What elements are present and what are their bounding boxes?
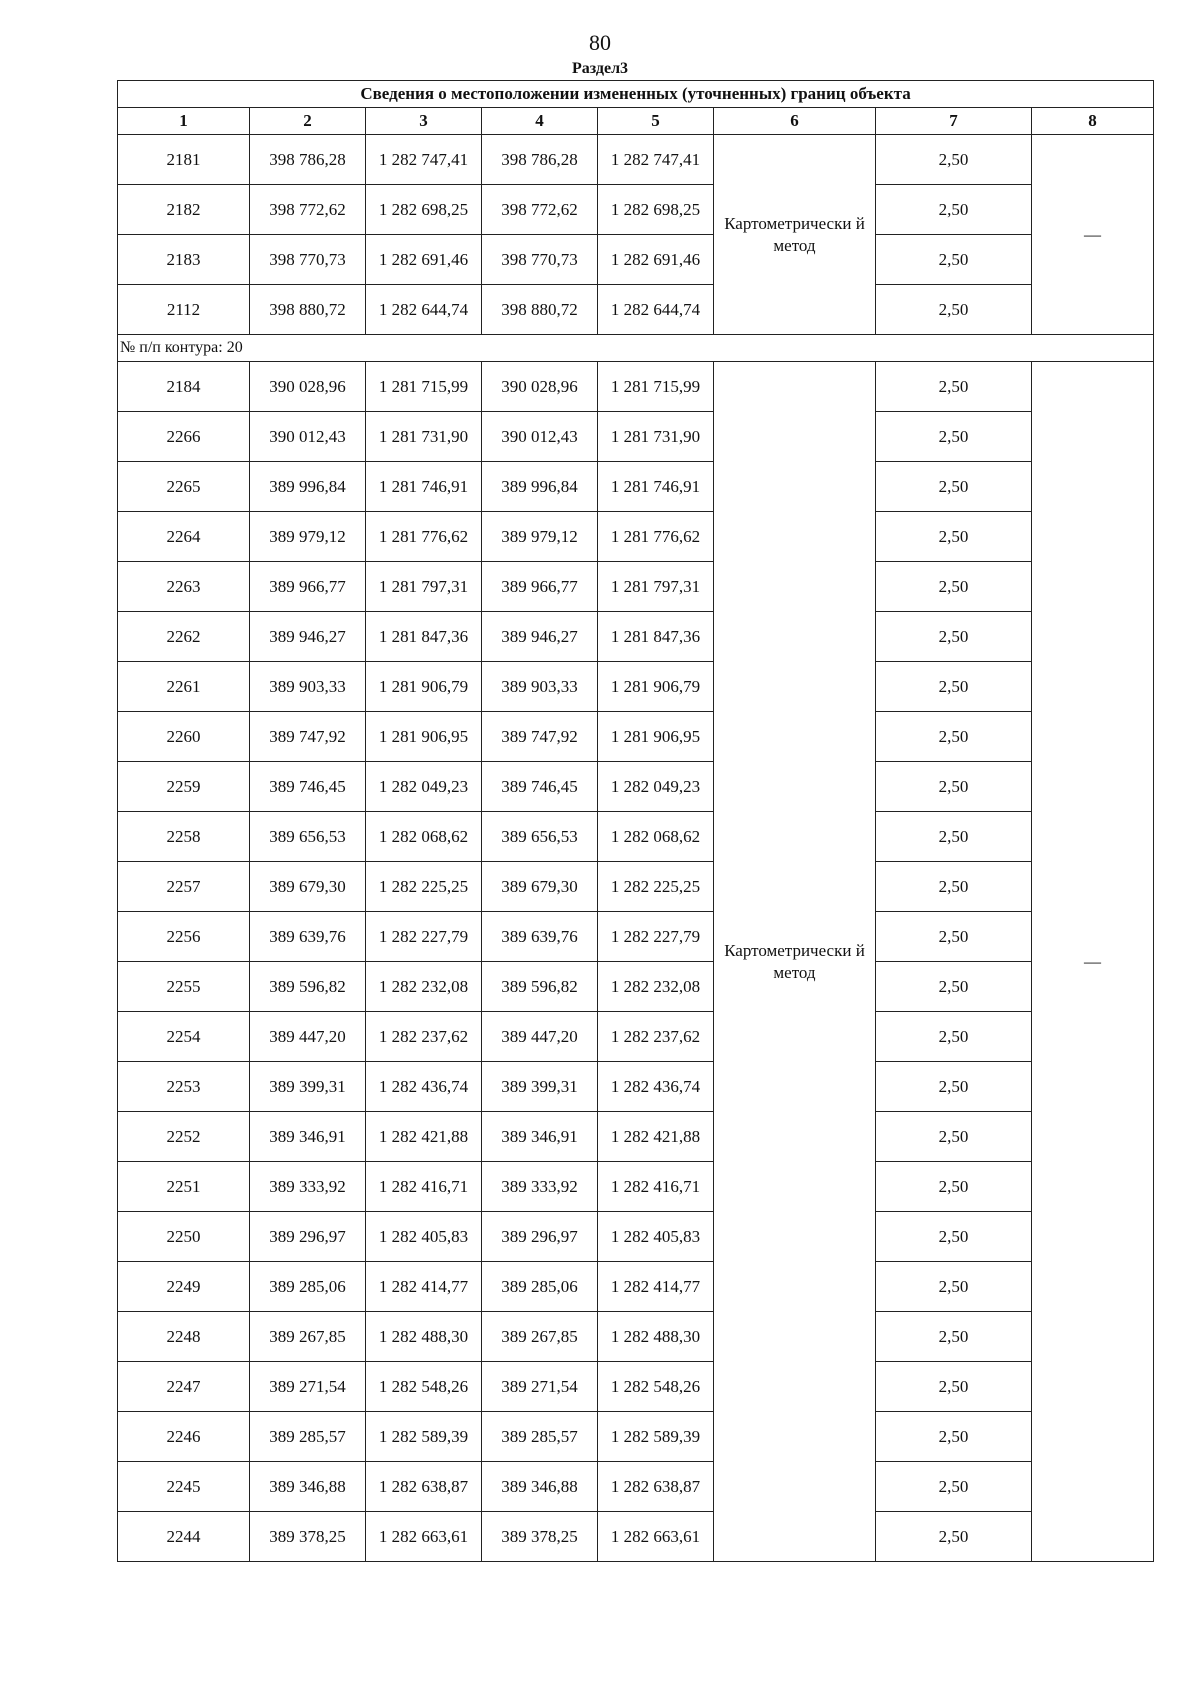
coordinate-x-cell: 389 285,06 <box>482 1262 598 1312</box>
coordinate-x-cell: 389 346,88 <box>250 1462 366 1512</box>
coordinate-y-cell: 1 282 698,25 <box>366 185 482 235</box>
coordinate-y-cell: 1 281 731,90 <box>366 412 482 462</box>
point-number-cell: 2112 <box>118 285 250 335</box>
coordinate-y-cell: 1 282 436,74 <box>366 1062 482 1112</box>
coordinate-x-cell: 389 271,54 <box>482 1362 598 1412</box>
coordinate-x-cell: 389 903,33 <box>482 662 598 712</box>
coordinate-y-cell: 1 282 237,62 <box>598 1012 714 1062</box>
accuracy-cell: 2,50 <box>876 1012 1032 1062</box>
coordinate-y-cell: 1 281 731,90 <box>598 412 714 462</box>
boundary-coordinates-table <box>117 80 1154 1562</box>
coordinate-x-cell: 389 296,97 <box>482 1212 598 1262</box>
point-number-cell: 2246 <box>118 1412 250 1462</box>
coordinate-x-cell: 398 772,62 <box>482 185 598 235</box>
accuracy-cell: 2,50 <box>876 412 1032 462</box>
accuracy-cell: 2,50 <box>876 762 1032 812</box>
table-row <box>118 1212 1154 1262</box>
coordinate-x-cell: 389 447,20 <box>482 1012 598 1062</box>
coordinate-y-cell: 1 281 847,36 <box>598 612 714 662</box>
coordinate-y-cell: 1 282 691,46 <box>366 235 482 285</box>
coordinate-y-cell: 1 281 715,99 <box>598 362 714 412</box>
coordinate-y-cell: 1 282 068,62 <box>366 812 482 862</box>
coordinate-y-cell: 1 282 232,08 <box>366 962 482 1012</box>
table-row <box>118 1412 1154 1462</box>
table-row <box>118 235 1154 285</box>
coordinate-x-cell: 389 285,06 <box>250 1262 366 1312</box>
coordinate-x-cell: 398 770,73 <box>250 235 366 285</box>
coordinate-x-cell: 389 639,76 <box>250 912 366 962</box>
accuracy-cell: 2,50 <box>876 1262 1032 1312</box>
point-number-cell: 2258 <box>118 812 250 862</box>
coordinate-y-cell: 1 282 589,39 <box>366 1412 482 1462</box>
coordinate-y-cell: 1 282 436,74 <box>598 1062 714 1112</box>
point-number-cell: 2256 <box>118 912 250 962</box>
coordinate-x-cell: 389 679,30 <box>250 862 366 912</box>
coordinate-x-cell: 389 656,53 <box>250 812 366 862</box>
coordinate-y-cell: 1 282 405,83 <box>366 1212 482 1262</box>
coordinate-y-cell: 1 282 225,25 <box>366 862 482 912</box>
coordinate-y-cell: 1 282 589,39 <box>598 1412 714 1462</box>
coordinate-x-cell: 389 966,77 <box>482 562 598 612</box>
coordinate-x-cell: 398 880,72 <box>482 285 598 335</box>
coordinate-y-cell: 1 281 906,79 <box>366 662 482 712</box>
coordinate-y-cell: 1 282 416,71 <box>598 1162 714 1212</box>
table-row <box>118 662 1154 712</box>
accuracy-cell: 2,50 <box>876 662 1032 712</box>
coordinate-x-cell: 389 746,45 <box>250 762 366 812</box>
coordinate-x-cell: 389 333,92 <box>250 1162 366 1212</box>
page-number: 80 <box>589 30 611 55</box>
coordinate-y-cell: 1 282 663,61 <box>366 1512 482 1562</box>
accuracy-cell: 2,50 <box>876 235 1032 285</box>
accuracy-cell: 2,50 <box>876 962 1032 1012</box>
table-row <box>118 712 1154 762</box>
coordinate-x-cell: 389 285,57 <box>482 1412 598 1462</box>
coordinate-y-cell: 1 282 227,79 <box>598 912 714 962</box>
coordinate-y-cell: 1 282 548,26 <box>366 1362 482 1412</box>
table-body <box>118 135 1154 1562</box>
table-row <box>118 412 1154 462</box>
column-header: 8 <box>1032 108 1154 135</box>
method-cell: Картометрически й метод <box>714 362 876 1562</box>
column-header: 4 <box>482 108 598 135</box>
coordinate-y-cell: 1 282 638,87 <box>366 1462 482 1512</box>
coordinate-x-cell: 389 746,45 <box>482 762 598 812</box>
coordinate-x-cell: 389 747,92 <box>250 712 366 762</box>
coordinate-x-cell: 389 378,25 <box>250 1512 366 1562</box>
point-number-cell: 2252 <box>118 1112 250 1162</box>
coordinate-x-cell: 389 296,97 <box>250 1212 366 1262</box>
coordinate-x-cell: 389 399,31 <box>250 1062 366 1112</box>
accuracy-cell: 2,50 <box>876 1062 1032 1112</box>
accuracy-cell: 2,50 <box>876 1112 1032 1162</box>
accuracy-cell: 2,50 <box>876 1412 1032 1462</box>
coordinate-x-cell: 389 267,85 <box>482 1312 598 1362</box>
accuracy-cell: 2,50 <box>876 812 1032 862</box>
table-row <box>118 812 1154 862</box>
column-header: 7 <box>876 108 1032 135</box>
table-row <box>118 1512 1154 1562</box>
accuracy-cell: 2,50 <box>876 712 1032 762</box>
table-row <box>118 1112 1154 1162</box>
column-header: 6 <box>714 108 876 135</box>
column-header: 2 <box>250 108 366 135</box>
table-row <box>118 862 1154 912</box>
coordinate-y-cell: 1 282 691,46 <box>598 235 714 285</box>
coordinate-x-cell: 390 028,96 <box>250 362 366 412</box>
method-cell: Картометрически й метод <box>714 135 876 335</box>
table-row <box>118 362 1154 412</box>
coordinate-y-cell: 1 282 049,23 <box>366 762 482 812</box>
coordinate-x-cell: 389 946,27 <box>250 612 366 662</box>
coordinate-y-cell: 1 282 644,74 <box>366 285 482 335</box>
coordinate-x-cell: 389 979,12 <box>482 512 598 562</box>
contour-row <box>118 335 1154 362</box>
point-number-cell: 2183 <box>118 235 250 285</box>
accuracy-cell: 2,50 <box>876 862 1032 912</box>
coordinate-y-cell: 1 282 548,26 <box>598 1362 714 1412</box>
point-number-cell: 2181 <box>118 135 250 185</box>
table-row <box>118 1012 1154 1062</box>
coordinate-x-cell: 389 346,91 <box>482 1112 598 1162</box>
table-row <box>118 462 1154 512</box>
coordinate-y-cell: 1 282 227,79 <box>366 912 482 962</box>
coordinate-y-cell: 1 281 776,62 <box>366 512 482 562</box>
coordinate-x-cell: 389 346,91 <box>250 1112 366 1162</box>
coordinate-x-cell: 398 786,28 <box>250 135 366 185</box>
accuracy-cell: 2,50 <box>876 912 1032 962</box>
coordinate-y-cell: 1 282 421,88 <box>366 1112 482 1162</box>
table-row <box>118 1362 1154 1412</box>
accuracy-cell: 2,50 <box>876 1212 1032 1262</box>
point-number-cell: 2261 <box>118 662 250 712</box>
coordinate-x-cell: 389 679,30 <box>482 862 598 912</box>
table-row <box>118 962 1154 1012</box>
table-row <box>118 612 1154 662</box>
table-row <box>118 185 1154 235</box>
accuracy-cell: 2,50 <box>876 1312 1032 1362</box>
accuracy-cell: 2,50 <box>876 135 1032 185</box>
point-number-cell: 2249 <box>118 1262 250 1312</box>
table-row <box>118 285 1154 335</box>
table-row <box>118 1262 1154 1312</box>
coordinate-y-cell: 1 282 747,41 <box>366 135 482 185</box>
accuracy-cell: 2,50 <box>876 1362 1032 1412</box>
accuracy-cell: 2,50 <box>876 185 1032 235</box>
coordinate-y-cell: 1 281 906,95 <box>598 712 714 762</box>
coordinate-y-cell: 1 282 237,62 <box>366 1012 482 1062</box>
table-caption: Сведения о местоположении измененных (уточненных) границ объекта <box>118 81 1154 108</box>
coordinate-y-cell: 1 282 232,08 <box>598 962 714 1012</box>
coordinate-x-cell: 398 772,62 <box>250 185 366 235</box>
coordinate-y-cell: 1 282 663,61 <box>598 1512 714 1562</box>
coordinate-x-cell: 389 346,88 <box>482 1462 598 1512</box>
column-header: 3 <box>366 108 482 135</box>
accuracy-cell: 2,50 <box>876 462 1032 512</box>
coordinate-y-cell: 1 281 906,95 <box>366 712 482 762</box>
coordinate-x-cell: 389 903,33 <box>250 662 366 712</box>
column-8-cell: — <box>1032 135 1154 335</box>
coordinate-y-cell: 1 282 698,25 <box>598 185 714 235</box>
accuracy-cell: 2,50 <box>876 285 1032 335</box>
coordinate-y-cell: 1 282 416,71 <box>366 1162 482 1212</box>
coordinate-y-cell: 1 281 715,99 <box>366 362 482 412</box>
point-number-cell: 2245 <box>118 1462 250 1512</box>
coordinate-x-cell: 389 596,82 <box>482 962 598 1012</box>
coordinate-x-cell: 389 639,76 <box>482 912 598 962</box>
coordinate-y-cell: 1 281 746,91 <box>598 462 714 512</box>
coordinate-y-cell: 1 282 225,25 <box>598 862 714 912</box>
point-number-cell: 2247 <box>118 1362 250 1412</box>
coordinate-x-cell: 390 028,96 <box>482 362 598 412</box>
accuracy-cell: 2,50 <box>876 1462 1032 1512</box>
column-header: 1 <box>118 108 250 135</box>
point-number-cell: 2262 <box>118 612 250 662</box>
point-number-cell: 2251 <box>118 1162 250 1212</box>
coordinate-x-cell: 390 012,43 <box>482 412 598 462</box>
point-number-cell: 2260 <box>118 712 250 762</box>
point-number-cell: 2253 <box>118 1062 250 1112</box>
coordinate-y-cell: 1 281 906,79 <box>598 662 714 712</box>
column-header: 5 <box>598 108 714 135</box>
point-number-cell: 2254 <box>118 1012 250 1062</box>
coordinate-y-cell: 1 282 068,62 <box>598 812 714 862</box>
table-row <box>118 135 1154 185</box>
coordinate-y-cell: 1 282 049,23 <box>598 762 714 812</box>
table-row <box>118 562 1154 612</box>
point-number-cell: 2264 <box>118 512 250 562</box>
table-row <box>118 1162 1154 1212</box>
coordinate-x-cell: 389 447,20 <box>250 1012 366 1062</box>
coordinate-x-cell: 398 770,73 <box>482 235 598 285</box>
table-row <box>118 1462 1154 1512</box>
coordinate-y-cell: 1 282 638,87 <box>598 1462 714 1512</box>
point-number-cell: 2255 <box>118 962 250 1012</box>
coordinate-y-cell: 1 282 405,83 <box>598 1212 714 1262</box>
coordinate-x-cell: 389 378,25 <box>482 1512 598 1562</box>
coordinate-x-cell: 389 333,92 <box>482 1162 598 1212</box>
coordinate-x-cell: 389 285,57 <box>250 1412 366 1462</box>
coordinate-y-cell: 1 281 797,31 <box>366 562 482 612</box>
coordinate-y-cell: 1 282 421,88 <box>598 1112 714 1162</box>
table-row <box>118 912 1154 962</box>
point-number-cell: 2263 <box>118 562 250 612</box>
accuracy-cell: 2,50 <box>876 512 1032 562</box>
coordinate-x-cell: 398 880,72 <box>250 285 366 335</box>
point-number-cell: 2265 <box>118 462 250 512</box>
coordinate-y-cell: 1 281 776,62 <box>598 512 714 562</box>
accuracy-cell: 2,50 <box>876 1162 1032 1212</box>
point-number-cell: 2244 <box>118 1512 250 1562</box>
coordinate-x-cell: 389 966,77 <box>250 562 366 612</box>
table-row <box>118 1312 1154 1362</box>
point-number-cell: 2250 <box>118 1212 250 1262</box>
table-row <box>118 762 1154 812</box>
coordinate-x-cell: 389 979,12 <box>250 512 366 562</box>
accuracy-cell: 2,50 <box>876 1512 1032 1562</box>
accuracy-cell: 2,50 <box>876 612 1032 662</box>
coordinate-x-cell: 389 399,31 <box>482 1062 598 1112</box>
coordinate-y-cell: 1 281 797,31 <box>598 562 714 612</box>
coordinate-x-cell: 398 786,28 <box>482 135 598 185</box>
coordinate-y-cell: 1 282 488,30 <box>598 1312 714 1362</box>
column-8-cell: — <box>1032 362 1154 1562</box>
coordinate-x-cell: 390 012,43 <box>250 412 366 462</box>
coordinate-x-cell: 389 996,84 <box>482 462 598 512</box>
coordinate-y-cell: 1 281 847,36 <box>366 612 482 662</box>
point-number-cell: 2259 <box>118 762 250 812</box>
point-number-cell: 2257 <box>118 862 250 912</box>
contour-label: № п/п контура: 20 <box>118 335 1154 362</box>
point-number-cell: 2266 <box>118 412 250 462</box>
coordinate-x-cell: 389 747,92 <box>482 712 598 762</box>
coordinate-y-cell: 1 281 746,91 <box>366 462 482 512</box>
coordinate-y-cell: 1 282 488,30 <box>366 1312 482 1362</box>
coordinate-x-cell: 389 267,85 <box>250 1312 366 1362</box>
table-row <box>118 512 1154 562</box>
accuracy-cell: 2,50 <box>876 362 1032 412</box>
coordinate-x-cell: 389 596,82 <box>250 962 366 1012</box>
coordinate-y-cell: 1 282 414,77 <box>598 1262 714 1312</box>
coordinate-x-cell: 389 271,54 <box>250 1362 366 1412</box>
coordinate-x-cell: 389 996,84 <box>250 462 366 512</box>
accuracy-cell: 2,50 <box>876 562 1032 612</box>
point-number-cell: 2182 <box>118 185 250 235</box>
coordinate-y-cell: 1 282 747,41 <box>598 135 714 185</box>
coordinate-y-cell: 1 282 644,74 <box>598 285 714 335</box>
coordinate-x-cell: 389 656,53 <box>482 812 598 862</box>
table-row <box>118 1062 1154 1112</box>
section-title: Раздел3 <box>571 60 629 77</box>
point-number-cell: 2248 <box>118 1312 250 1362</box>
coordinate-y-cell: 1 282 414,77 <box>366 1262 482 1312</box>
coordinate-x-cell: 389 946,27 <box>482 612 598 662</box>
point-number-cell: 2184 <box>118 362 250 412</box>
